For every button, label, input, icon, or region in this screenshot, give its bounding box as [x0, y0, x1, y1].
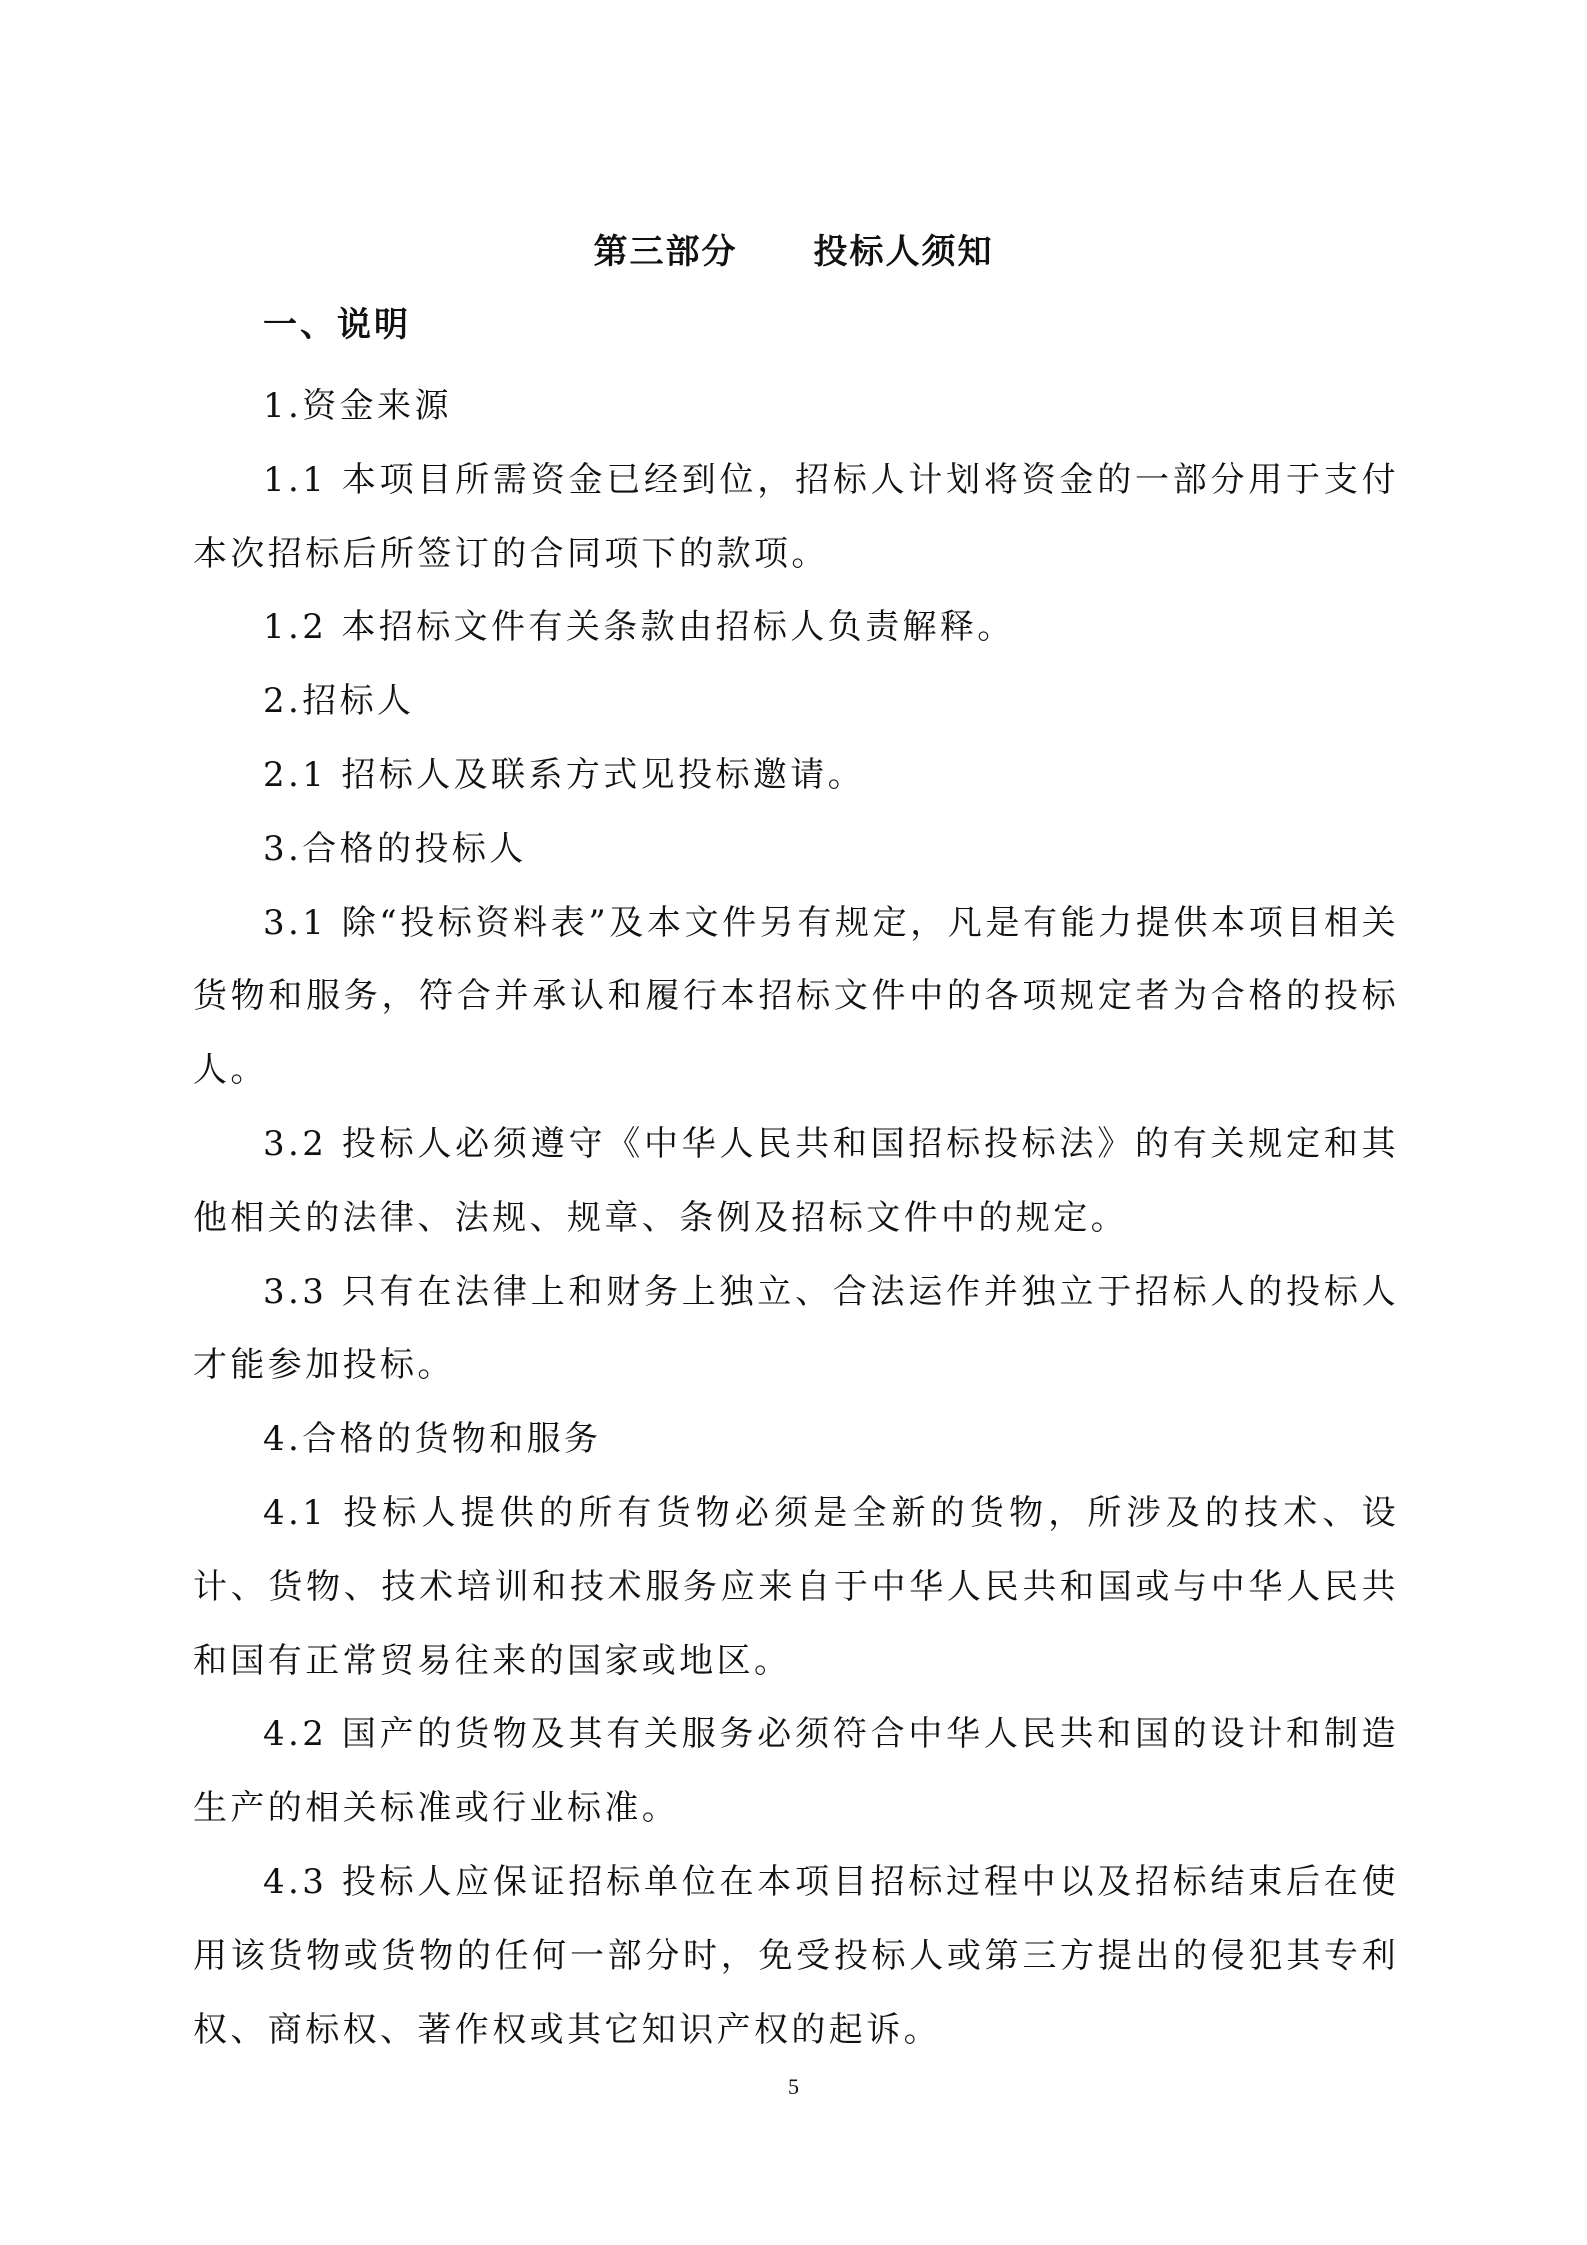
- paragraph-4: 4.合格的货物和服务: [263, 1419, 602, 1460]
- page-title: [0, 222, 1587, 282]
- paragraph-3-2: 3.2 投标人必须遵守《中华人民共和国招标投标法》的有关规定和其他相关的法律、法规、规章、条例及招标文件中的规定。: [193, 1123, 1399, 1238]
- paragraph-1-2: 1.2 本招标文件有关条款由招标人负责解释。: [263, 607, 1015, 648]
- paragraph-4-3: 4.3 投标人应保证招标单位在本项目招标过程中以及招标结束后在使用该货物或货物的任何一部分时，免受投标人或第三方提出的侵犯其专利权、商标权、著作权或其它知识产权的起诉。: [193, 1861, 1399, 2050]
- paragraph-3-1: 3.1 除“投标资料表”及本文件另有规定，凡是有能力提供本项目相关货物和服务，符合并承认和履行本招标文件中的各项规定者为合格的投标人。: [193, 902, 1399, 1091]
- paragraph-3: 3.合格的投标人: [263, 828, 527, 869]
- title-name: 投标人须知: [813, 232, 994, 272]
- paragraph-4-2: 4.2 国产的货物及其有关服务必须符合中华人民共和国的设计和制造生产的相关标准或行业标准。: [193, 1714, 1399, 1829]
- title-part: 第三部分: [593, 232, 738, 272]
- section-heading: 一、说明: [263, 305, 411, 345]
- paragraph-3-3: 3.3 只有在法律上和财务上独立、合法运作并独立于招标人的投标人才能参加投标。: [193, 1271, 1399, 1386]
- page-number: 5: [788, 2074, 799, 2099]
- paragraph-1: 1.资金来源: [263, 386, 452, 426]
- paragraph-2-1: 2.1 招标人及联系方式见投标邀请。: [263, 754, 866, 795]
- paragraph-1-1: 1.1 本项目所需资金已经到位，招标人计划将资金的一部分用于支付本次招标后所签订的合同项下的款项。: [193, 459, 1399, 574]
- paragraph-4-1: 4.1 投标人提供的所有货物必须是全新的货物，所涉及的技术、设计、货物、技术培训和技术服务应来自于中华人民共和国或与中华人民共和国有正常贸易往来的国家或地区。: [193, 1492, 1399, 1681]
- body-text: [193, 370, 1399, 2067]
- paragraph-2: 2.招标人: [263, 681, 415, 722]
